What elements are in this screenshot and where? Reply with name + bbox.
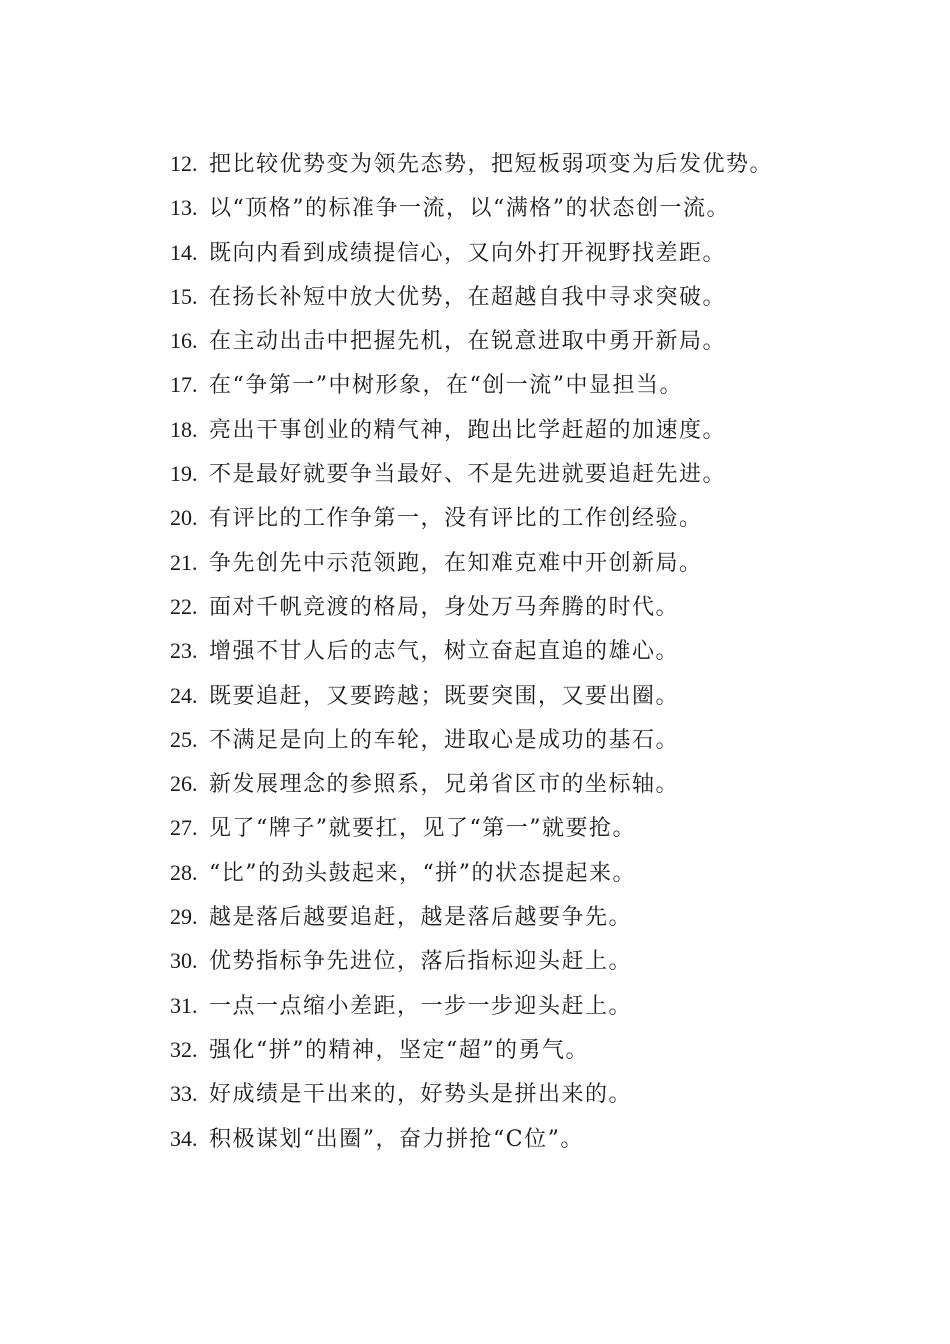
list-item (170, 851, 930, 895)
item-text: 在“争第一”中树形象，在“创一流”中显担当。 (209, 373, 683, 399)
item-text: 优势指标争先进位，落后指标迎头赶上。 (209, 949, 633, 975)
list-item (170, 275, 930, 319)
list-item (170, 186, 930, 230)
item-number: 17. (170, 372, 198, 398)
item-number: 21. (170, 549, 198, 575)
item-number: 25. (170, 726, 198, 752)
item-number: 33. (170, 1081, 198, 1107)
item-text: 以“顶格”的标准争一流，以“满格”的状态创一流。 (209, 196, 730, 222)
item-number: 26. (170, 771, 198, 797)
list-item (170, 1072, 930, 1116)
list-item (170, 806, 930, 850)
list-item (170, 496, 930, 540)
list-item (170, 452, 930, 496)
item-text: “比”的劲头鼓起来，“拼”的状态提起来。 (209, 860, 636, 886)
item-text: 亮出干事创业的精气神，跑出比学赶超的加速度。 (209, 417, 727, 443)
item-number: 27. (170, 815, 198, 841)
item-text: 一点一点缩小差距，一步一步迎头赶上。 (209, 993, 633, 1019)
list-item (170, 895, 930, 939)
item-number: 23. (170, 638, 198, 664)
item-text: 在主动出击中把握先机，在锐意进取中勇开新局。 (209, 329, 727, 355)
item-text: 越是落后越要追赶，越是落后越要争先。 (209, 905, 633, 931)
item-number: 34. (170, 1125, 198, 1151)
item-number: 19. (170, 461, 198, 487)
item-number: 13. (170, 195, 198, 221)
item-text: 既向内看到成绩提信心，又向外打开视野找差距。 (209, 240, 727, 266)
item-number: 28. (170, 859, 198, 885)
list-item (170, 541, 930, 585)
item-text: 新发展理念的参照系，兄弟省区市的坐标轴。 (209, 772, 680, 798)
slogan-list (170, 142, 930, 1161)
list-item (170, 319, 930, 363)
item-text: 不满足是向上的车轮，进取心是成功的基石。 (209, 727, 680, 753)
list-item (170, 718, 930, 762)
item-text: 强化“拼”的精神，坚定“超”的勇气。 (209, 1037, 589, 1063)
list-item (170, 363, 930, 407)
item-text: 有评比的工作争第一，没有评比的工作创经验。 (209, 506, 703, 532)
item-number: 24. (170, 682, 198, 708)
item-number: 16. (170, 328, 198, 354)
list-item (170, 629, 930, 673)
item-text: 把比较优势变为领先态势，把短板弱项变为后发优势。 (209, 152, 774, 177)
list-item (170, 231, 930, 275)
item-number: 22. (170, 593, 198, 619)
item-text: 增强不甘人后的志气，树立奋起直追的雄心。 (209, 639, 680, 665)
item-number: 30. (170, 948, 198, 974)
list-item (170, 1117, 930, 1161)
list-item (170, 984, 930, 1028)
item-number: 32. (170, 1036, 198, 1062)
item-text: 好成绩是干出来的，好势头是拼出来的。 (209, 1082, 633, 1108)
item-text: 既要追赶，又要跨越；既要突围，又要出圈。 (209, 683, 680, 709)
list-item (170, 142, 930, 186)
item-text: 在扬长补短中放大优势，在超越自我中寻求突破。 (209, 284, 727, 310)
list-item (170, 939, 930, 983)
list-item (170, 585, 930, 629)
item-text: 不是最好就要争当最好、不是先进就要追赶先进。 (209, 462, 727, 488)
item-number: 12. (170, 151, 198, 176)
item-text: 积极谋划“出圈”，奋力拼抢“C位”。 (209, 1126, 584, 1152)
item-number: 29. (170, 904, 198, 930)
item-text: 面对千帆竞渡的格局，身处万马奔腾的时代。 (209, 594, 680, 620)
item-number: 18. (170, 416, 198, 442)
item-number: 15. (170, 283, 198, 309)
item-number: 14. (170, 239, 198, 265)
list-item (170, 674, 930, 718)
item-text: 争先创先中示范领跑，在知难克难中开创新局。 (209, 550, 703, 576)
item-number: 31. (170, 992, 198, 1018)
list-item (170, 1028, 930, 1072)
list-item (170, 408, 930, 452)
item-text: 见了“牌子”就要扛，见了“第一”就要抢。 (209, 816, 636, 842)
list-item (170, 762, 930, 806)
item-number: 20. (170, 505, 198, 531)
